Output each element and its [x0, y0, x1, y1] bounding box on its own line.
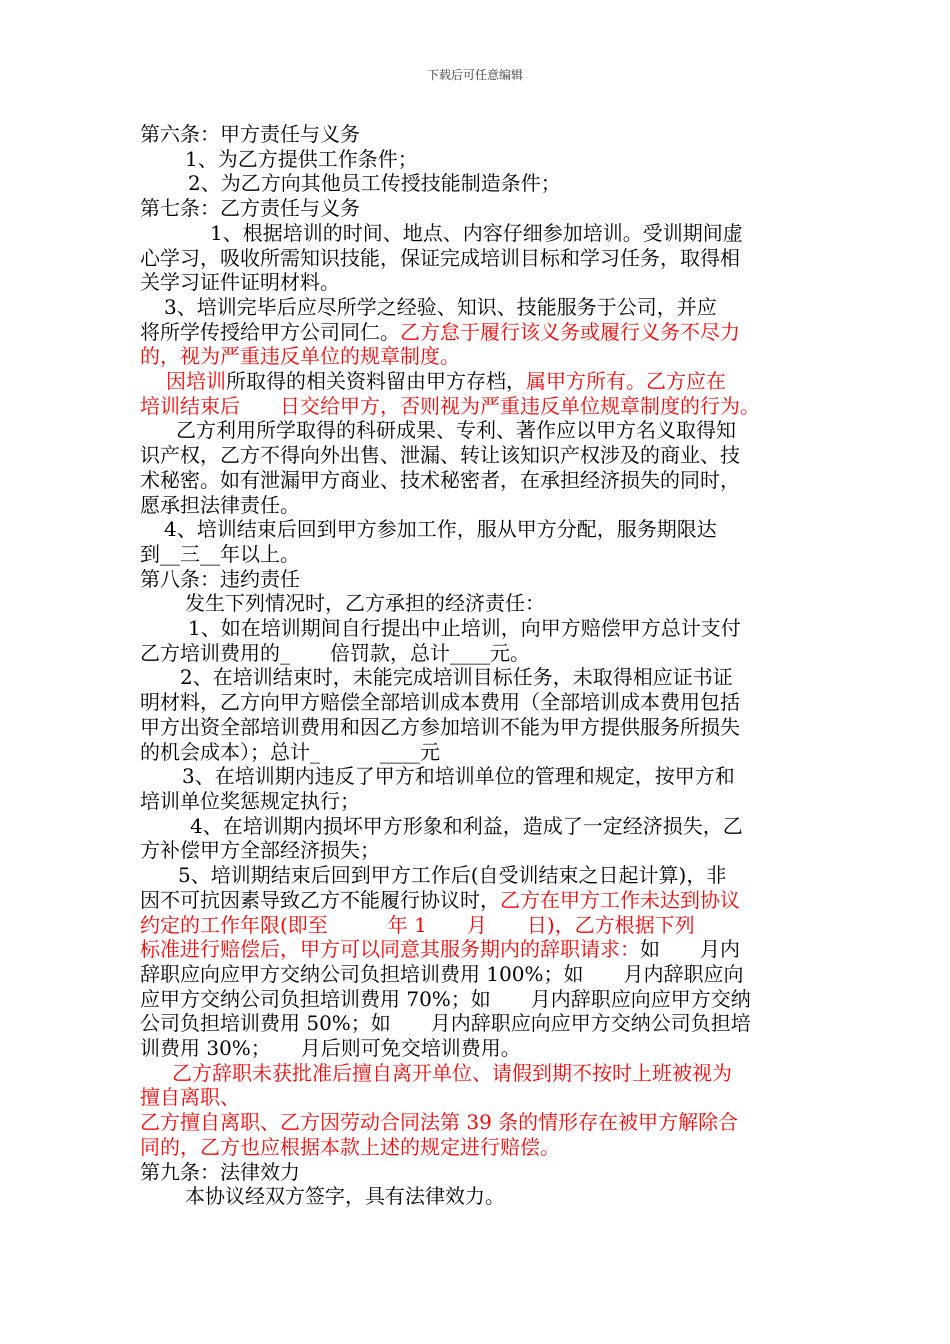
document-body [140, 122, 820, 1209]
paragraph-line [140, 888, 820, 913]
highlighted-text: 标准进行赔偿后，甲方可以同意其服务期内的辞职请求： [140, 937, 640, 962]
highlighted-line: 培训结束后 日交给甲方，否则视为严重违反单位规章制度的行为。 [140, 393, 760, 418]
highlighted-text: 乙方怠于履行该义务或履行义务不尽力 [400, 319, 740, 344]
paragraph-line: 2、在培训结束时，未能完成培训目标任务，未取得相应证书证 [180, 665, 733, 690]
highlighted-line: 同的，乙方也应根据本款上述的规定进行赔偿。 [140, 1134, 560, 1159]
paragraph-line: 培训单位奖惩规定执行； [140, 788, 360, 813]
paragraph-line: 乙方培训费用的_ 倍罚款，总计____元。 [140, 640, 530, 665]
paragraph-line: 辞职应向应甲方交纳公司负担培训费用 100%；如 月内辞职应向 [140, 961, 744, 986]
paragraph-line: 1、根据培训的时间、地点、内容仔细参加培训。受训期间虚 [210, 220, 743, 245]
paragraph-line: 方补偿甲方全部经济损失； [140, 838, 380, 863]
paragraph-line [140, 937, 820, 962]
paragraph-line: 训费用 30%； 月后则可免交培训费用。 [140, 1036, 521, 1061]
paragraph-line: 3、培训完毕后应尽所学之经验、知识、技能服务于公司，并应 [164, 294, 717, 319]
text-run: 将所学传授给甲方公司同仁。 [140, 319, 400, 344]
paragraph-line: 心学习，吸收所需知识技能，保证完成培训目标和学习任务，取得相 [140, 245, 740, 270]
paragraph-line: 术秘密。如有泄漏甲方商业、技术秘密者，在承担经济损失的同时， [140, 467, 740, 492]
highlighted-text: 因培训 [166, 369, 226, 394]
paragraph-line: 本协议经双方签字，具有法律效力。 [185, 1184, 505, 1209]
paragraph-line: 识产权，乙方不得向外出售、泄漏、转让该知识产权涉及的商业、技 [140, 443, 740, 468]
paragraph-line [140, 369, 820, 394]
article-9-heading: 第九条：法律效力 [140, 1159, 300, 1184]
text-run: 所取得的相关资料留由甲方存档， [226, 369, 526, 394]
article-8-heading: 第八条：违约责任 [140, 566, 300, 591]
highlighted-text: 乙方在甲方工作未达到协议 [500, 887, 740, 912]
paragraph-line: 到__三__年以上。 [140, 541, 300, 566]
paragraph-line: 3、在培训期内违反了甲方和培训单位的管理和规定，按甲方和 [182, 764, 735, 789]
highlighted-line: 乙方辞职未获批准后擅自离开单位、请假到期不按时上班被视为 [172, 1060, 732, 1085]
highlighted-line: 约定的工作年限(即至 年 1 月 日)，乙方根据下列 [140, 912, 695, 937]
text-run: 如 月内 [640, 937, 740, 962]
paragraph-line: 愿承担法律责任。 [140, 492, 300, 517]
paragraph-line: 4、在培训期内损坏甲方形象和利益，造成了一定经济损失，乙 [190, 813, 743, 838]
paragraph-line: 1、如在培训期间自行提出中止培训，向甲方赔偿甲方总计支付 [188, 616, 741, 641]
paragraph-line: 关学习证件证明材料。 [140, 270, 340, 295]
paragraph-line: 2、为乙方向其他员工传授技能制造条件； [188, 171, 561, 196]
paragraph-line: 1、为乙方提供工作条件； [185, 146, 418, 171]
page-header: 下载后可任意编辑 [426, 68, 523, 82]
highlighted-line: 的，视为严重违反单位的规章制度。 [140, 344, 460, 369]
paragraph-line: 甲方出资全部培训费用和因乙方参加培训不能为甲方提供服务所损失 [140, 714, 740, 739]
paragraph-line: 应甲方交纳公司负担培训费用 70%；如 月内辞职应向应甲方交纳 [140, 986, 751, 1011]
paragraph-line [140, 320, 820, 345]
paragraph-line: 4、培训结束后回到甲方参加工作，服从甲方分配，服务期限达 [164, 517, 717, 542]
highlighted-line: 擅自离职、 [140, 1085, 240, 1110]
paragraph-line: 5、培训期结束后回到甲方工作后(自受训结束之日起计算)，非 [178, 863, 727, 888]
text-run: 因不可抗因素导致乙方不能履行协议时， [140, 887, 500, 912]
paragraph-line: 明材料，乙方向甲方赔偿全部培训成本费用（全部培训成本费用包括 [140, 690, 740, 715]
highlighted-line: 乙方擅自离职、乙方因劳动合同法第 39 条的情形存在被甲方解除合 [140, 1110, 739, 1135]
paragraph-line: 的机会成本）；总计_ ____元 [140, 739, 440, 764]
paragraph-line: 公司负担培训费用 50%；如 月内辞职应向应甲方交纳公司负担培 [140, 1011, 751, 1036]
article-6-heading: 第六条：甲方责任与义务 [140, 122, 360, 146]
article-7-heading: 第七条：乙方责任与义务 [140, 196, 360, 221]
highlighted-text: 属甲方所有。乙方应在 [526, 369, 726, 394]
paragraph-line: 乙方利用所学取得的科研成果、专利、著作应以甲方名义取得知 [176, 418, 736, 443]
paragraph-line: 发生下列情况时，乙方承担的经济责任： [185, 591, 545, 616]
